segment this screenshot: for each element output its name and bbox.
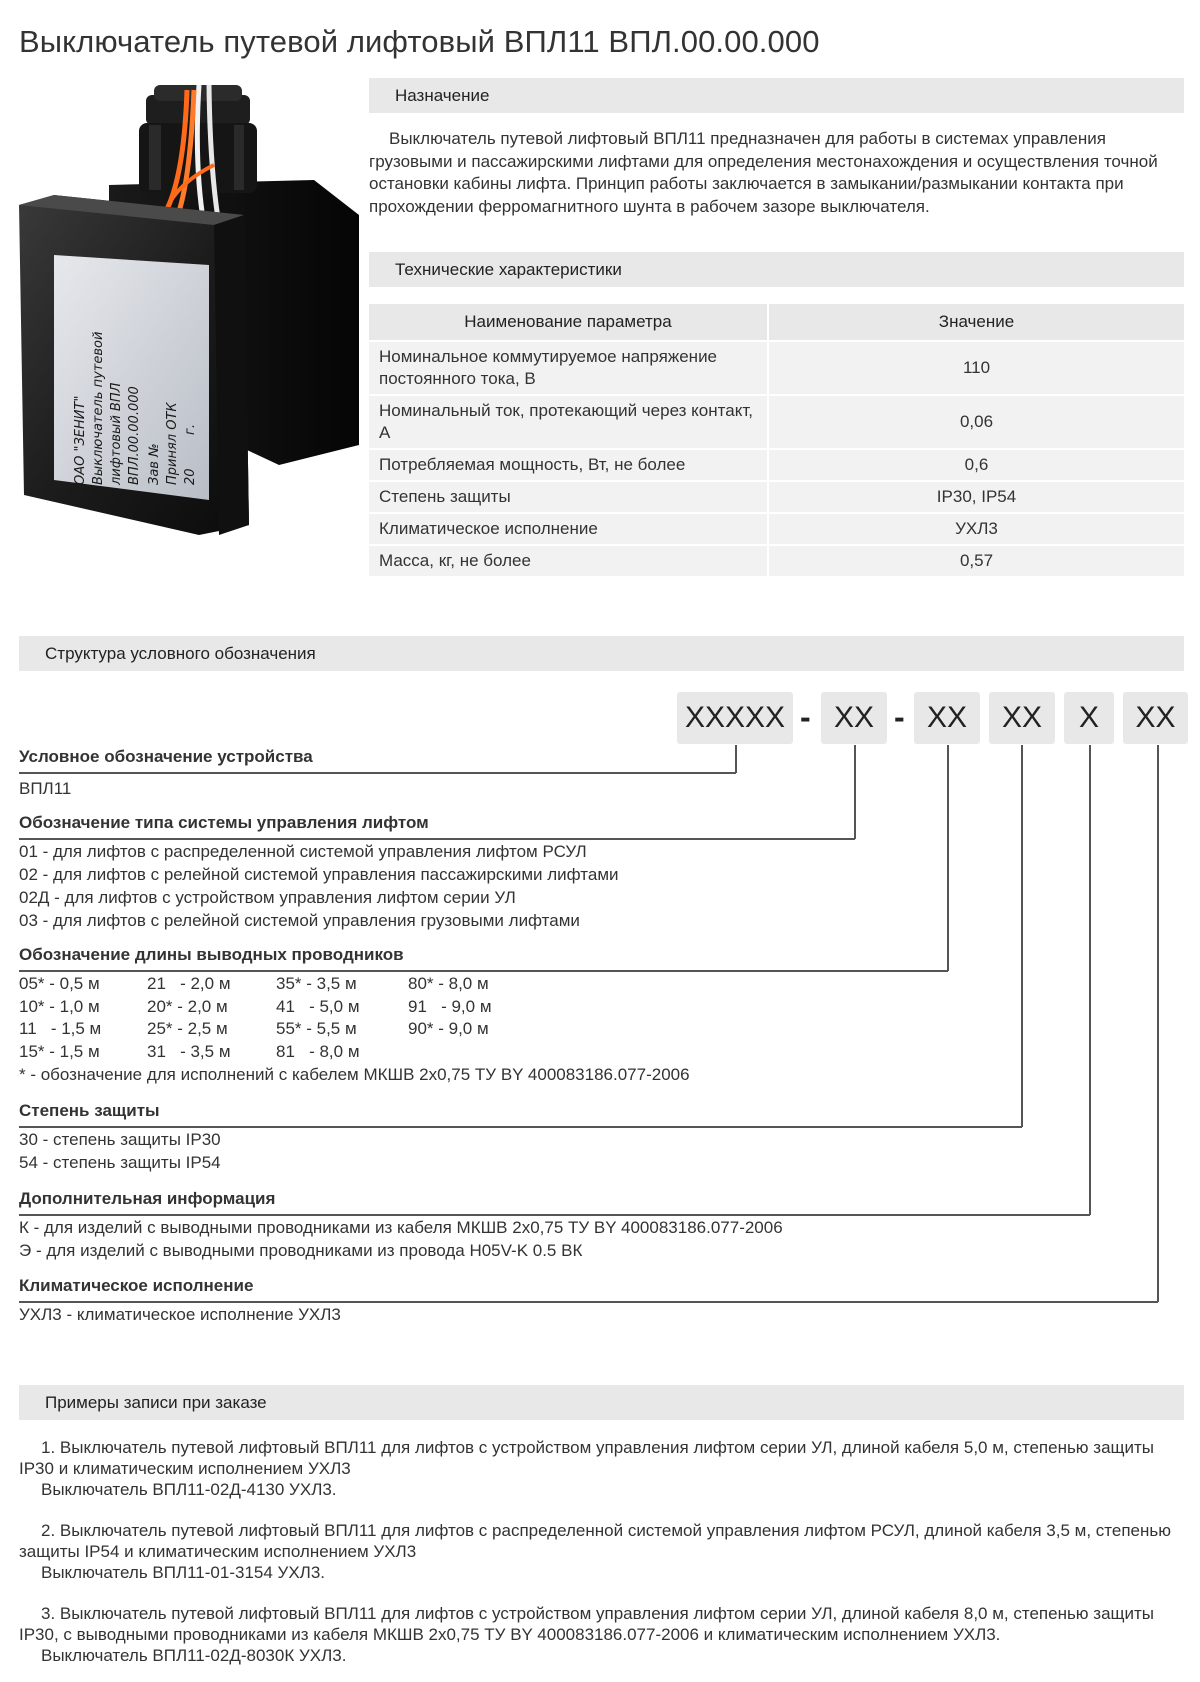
example-text: 3. Выключатель путевой лифтовый ВПЛ11 для лифтов с устройством управления лифтом серии УЛ, длиной кабеля 8,0 м, степенью защиты IP30, с выводными проводниками из кабеля МКШВ 2х0,75 ТУ BY 400083186.077-2006 и климатическим исполнением УХЛ3. <box>19 1604 1155 1644</box>
tech-col-value: Значение <box>768 303 1185 341</box>
list-item: 80* - 8,0 м <box>408 974 489 993</box>
list-item: 02Д - для лифтов с устройством управления лифтом серии УЛ <box>19 888 516 907</box>
length-label: Обозначение длины выводных проводников <box>19 945 404 964</box>
list-item: Э - для изделий с выводными проводниками из провода H05V-K 0.5 ВК <box>19 1241 583 1260</box>
connector-line <box>19 838 855 840</box>
tech-value: УХЛ3 <box>768 513 1185 545</box>
length-col <box>408 973 492 1041</box>
examples-heading: Примеры записи при заказе <box>19 1385 1184 1420</box>
list-item: 02 - для лифтов с релейной системой управления пассажирскими лифтами <box>19 865 619 884</box>
connector-line <box>19 1214 1090 1216</box>
table-row <box>368 545 1185 577</box>
list-item: 10* - 1,0 м <box>19 996 100 1016</box>
extra-label: Дополнительная информация <box>19 1189 276 1208</box>
climate-value: УХЛ3 - климатическое исполнение УХЛ3 <box>19 1305 341 1324</box>
list-item: К - для изделий с выводными проводниками из кабеля МКШВ 2х0,75 ТУ BY 400083186.077-2006 <box>19 1218 783 1237</box>
connector-line <box>19 970 948 972</box>
connector-line <box>735 745 737 773</box>
label-year: 20 <box>183 468 198 485</box>
tech-param: Номинальный ток, протекающий через контакт, А <box>368 395 768 449</box>
list-item: 31 - 3,5 м <box>147 1041 231 1061</box>
tech-value: 110 <box>768 341 1185 395</box>
tech-col-param: Наименование параметра <box>368 303 768 341</box>
tech-value: 0,6 <box>768 449 1185 481</box>
tech-value: 0,57 <box>768 545 1185 577</box>
tech-param: Степень защиты <box>368 481 768 513</box>
system-label: Обозначение типа системы управления лифтом <box>19 813 429 832</box>
code-dash: - <box>894 699 905 735</box>
purpose-heading: Назначение <box>369 78 1184 113</box>
list-item: 55* - 5,5 м <box>276 1019 357 1038</box>
connector-line <box>19 772 736 774</box>
tech-heading: Технические характеристики <box>369 252 1184 287</box>
product-photo <box>14 85 374 580</box>
table-row <box>368 395 1185 449</box>
label-code: ВПЛ.00.00.000 <box>127 386 142 485</box>
label-serial: Зав № <box>147 443 162 485</box>
list-item: 20* - 2,0 м <box>147 996 228 1016</box>
list-item: 25* - 2,5 м <box>147 1019 228 1038</box>
protection-label: Степень защиты <box>19 1101 160 1120</box>
table-row <box>368 481 1185 513</box>
label-otk: Принял ОТК <box>165 402 180 485</box>
list-item: 54 - степень защиты IP54 <box>19 1153 221 1172</box>
list-item: 90* - 9,0 м <box>408 1019 489 1038</box>
label-company: ОАО "ЗЕНИТ" <box>73 395 88 485</box>
table-row <box>368 341 1185 395</box>
example-code: Выключатель ВПЛ11-02Д-8030К УХЛ3. <box>41 1646 347 1665</box>
purpose-text: Выключатель путевой лифтовый ВПЛ11 предназначен для работы в системах управления грузовыми и пассажирскими лифтами для определения местонахождения и осуществления точной остановки кабины лифта. Принцип работы заключается в замыкании/размыкании контакта при прохождении ферромагнитного шунта в рабочем зазоре выключателя. <box>369 129 1158 216</box>
connector-line <box>1089 745 1091 1215</box>
length-note: * - обозначение для исполнений с кабелем МКШВ 2х0,75 ТУ BY 400083186.077-2006 <box>19 1065 690 1084</box>
connector-line <box>1157 745 1159 1302</box>
list-item: 11 - 1,5 м <box>19 1019 102 1038</box>
device-value: ВПЛ11 <box>19 779 72 798</box>
code-box-climate: XX <box>1123 692 1188 744</box>
tech-value: 0,06 <box>768 395 1185 449</box>
tech-param: Климатическое исполнение <box>368 513 768 545</box>
structure-heading: Структура условного обозначения <box>19 636 1184 671</box>
connector-line <box>19 1301 1158 1303</box>
tech-param: Номинальное коммутируемое напряжение постоянного тока, В <box>368 341 768 395</box>
climate-label: Климатическое исполнение <box>19 1276 254 1295</box>
example-code: Выключатель ВПЛ11-02Д-4130 УХЛ3. <box>41 1480 337 1499</box>
length-col <box>276 973 360 1063</box>
table-row <box>368 513 1185 545</box>
label-line2: лифтовый ВПЛ <box>109 382 124 485</box>
example-text: 2. Выключатель путевой лифтовый ВПЛ11 для лифтов с распределенной системой управления лифтом РСУЛ, длиной кабеля 3,5 м, степенью защиты IP54 и климатическим исполнением УХЛ3 <box>19 1521 1171 1561</box>
tech-param: Потребляемая мощность, Вт, не более <box>368 449 768 481</box>
code-box-protection: XX <box>989 692 1055 744</box>
table-row <box>368 449 1185 481</box>
tech-value: IP30, IP54 <box>768 481 1185 513</box>
length-col <box>147 973 231 1063</box>
tech-table <box>367 302 1186 578</box>
code-box-device: XXXXX <box>677 692 793 744</box>
example-code: Выключатель ВПЛ11-01-3154 УХЛ3. <box>41 1563 326 1582</box>
connector-line <box>947 745 949 971</box>
list-item: 05* - 0,5 м <box>19 974 100 993</box>
label-line1: Выключатель путевой <box>91 331 106 485</box>
list-item: 41 - 5,0 м <box>276 996 360 1016</box>
length-col <box>19 973 101 1063</box>
page-title: Выключатель путевой лифтовый ВПЛ11 ВПЛ.00.00.000 <box>19 24 820 59</box>
list-item: 91 - 9,0 м <box>408 996 492 1016</box>
code-box-system: XX <box>821 692 887 744</box>
list-item: 01 - для лифтов с распределенной системой управления лифтом РСУЛ <box>19 842 587 861</box>
code-box-length: XX <box>914 692 980 744</box>
connector-line <box>854 745 856 839</box>
device-label: Условное обозначение устройства <box>19 747 313 766</box>
list-item: 35* - 3,5 м <box>276 974 357 993</box>
list-item: 30 - степень защиты IP30 <box>19 1130 221 1149</box>
list-item: 21 - 2,0 м <box>147 974 231 993</box>
label-year-suffix: г. <box>183 424 198 435</box>
list-item: 03 - для лифтов с релейной системой управления грузовыми лифтами <box>19 911 580 930</box>
list-item: 15* - 1,5 м <box>19 1041 100 1061</box>
code-box-extra: X <box>1064 692 1114 744</box>
list-item: 81 - 8,0 м <box>276 1041 360 1061</box>
connector-line <box>19 1126 1022 1128</box>
connector-line <box>1021 745 1023 1127</box>
example-text: 1. Выключатель путевой лифтовый ВПЛ11 для лифтов с устройством управления лифтом серии УЛ, длиной кабеля 5,0 м, степенью защиты IP30 и климатическим исполнением УХЛ3 <box>19 1438 1155 1478</box>
tech-param: Масса, кг, не более <box>368 545 768 577</box>
code-dash: - <box>800 699 811 735</box>
